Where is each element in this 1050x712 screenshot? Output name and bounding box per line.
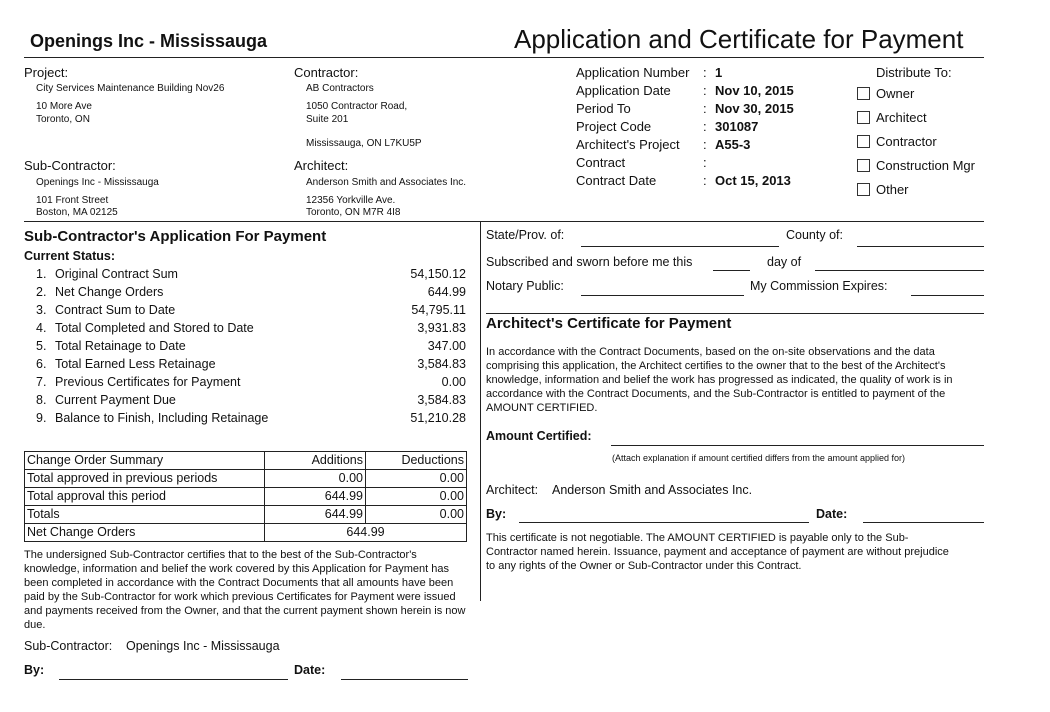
additions-cell: 644.99 <box>265 488 366 506</box>
info-label: Application Date <box>576 83 671 98</box>
item-number: 8. <box>36 393 47 407</box>
additions-cell: 644.99 <box>265 506 366 524</box>
column-header: Deductions <box>366 452 467 470</box>
column-header: Change Order Summary <box>25 452 265 470</box>
construction-mgr-checkbox[interactable] <box>857 159 870 172</box>
info-value: Nov 30, 2015 <box>715 101 794 116</box>
additions-cell: 0.00 <box>265 470 366 488</box>
page-title: Application and Certificate for Payment <box>514 24 964 54</box>
contractor-address-1: 1050 Contractor Road, <box>306 101 408 112</box>
item-value: 51,210.28 <box>410 411 466 425</box>
sub-date-line[interactable] <box>341 679 468 680</box>
sub-date-label: Date: <box>294 663 326 677</box>
commission-expires-label: My Commission Expires: <box>750 279 888 293</box>
info-colon: : <box>703 137 707 152</box>
state-line[interactable] <box>581 246 779 247</box>
item-label: Previous Certificates for Payment <box>55 375 241 389</box>
sub-by-label: By: <box>24 663 45 677</box>
item-number: 1. <box>36 267 47 281</box>
architect-cert-body: In accordance with the Contract Documents, based on the on-site observations and the data comprising this application, the Architect certifies to the owner that to the best of the Architect's knowledge, information and belief the work has progressed as indicated, the quality of work is in accordance with the Contract Documents, and the Sub-Contractor is entitled to payment of the AMOUNT CERTIFIED. <box>486 346 953 414</box>
sub-signature-line[interactable] <box>59 679 288 680</box>
distribute-option: Owner <box>876 86 915 101</box>
cert-architect-name: Anderson Smith and Associates Inc. <box>552 483 753 497</box>
info-value: 1 <box>715 65 723 80</box>
table-row <box>25 506 467 524</box>
info-label: Architect's Project <box>576 137 680 152</box>
architect-by-label: By: <box>486 507 507 521</box>
item-label: Net Change Orders <box>55 285 164 299</box>
current-status-label: Current Status: <box>24 249 115 263</box>
contractor-label: Contractor: <box>294 65 359 80</box>
info-label: Contract <box>576 155 626 170</box>
info-label: Contract Date <box>576 173 657 188</box>
distribute-label: Distribute To: <box>876 65 952 80</box>
column-divider <box>480 221 481 601</box>
table-header-row <box>25 452 467 470</box>
architect-date-line[interactable] <box>863 522 984 523</box>
row-label: Total approved in previous periods <box>25 470 265 488</box>
subcontractor-address-2: Boston, MA 02125 <box>36 207 118 218</box>
county-line[interactable] <box>857 246 984 247</box>
deductions-cell: 0.00 <box>366 488 467 506</box>
other-checkbox[interactable] <box>857 183 870 196</box>
contractor-address-3: Mississauga, ON L7KU5P <box>306 138 422 149</box>
amount-certified-label: Amount Certified: <box>486 429 592 443</box>
item-value: 347.00 <box>427 339 466 353</box>
item-number: 7. <box>36 375 47 389</box>
table-row <box>25 470 467 488</box>
subcontractor-label: Sub-Contractor: <box>24 158 116 173</box>
sub-sign-label: Sub-Contractor: <box>24 639 113 653</box>
info-label: Period To <box>576 101 631 116</box>
item-value: 3,931.83 <box>417 321 466 335</box>
sworn-label: Subscribed and sworn before me this <box>486 255 693 269</box>
sworn-day-line[interactable] <box>713 270 750 271</box>
net-change-row <box>25 524 467 542</box>
info-value: 301087 <box>715 119 759 134</box>
info-label: Application Number <box>576 65 690 80</box>
info-value: A55-3 <box>715 137 751 152</box>
architect-signature-line[interactable] <box>519 522 809 523</box>
net-change-value: 644.99 <box>265 524 467 542</box>
item-number: 6. <box>36 357 47 371</box>
amount-certified-line[interactable] <box>611 445 984 446</box>
architect-cert-title: Architect's Certificate for Payment <box>486 315 732 332</box>
application-title: Sub-Contractor's Application For Payment <box>24 228 327 245</box>
architect-name: Anderson Smith and Associates Inc. <box>306 177 467 188</box>
distribute-option: Architect <box>876 110 927 125</box>
notary-public-label: Notary Public: <box>486 279 564 293</box>
subcontractor-name: Openings Inc - Mississauga <box>36 177 159 188</box>
contractor-checkbox[interactable] <box>857 135 870 148</box>
item-label: Total Retainage to Date <box>55 339 186 353</box>
distribute-option: Other <box>876 182 909 197</box>
item-value: 3,584.83 <box>417 357 466 371</box>
info-colon: : <box>703 155 707 170</box>
item-label: Balance to Finish, Including Retainage <box>55 411 269 425</box>
info-value: Nov 10, 2015 <box>715 83 794 98</box>
project-name: City Services Maintenance Building Nov26 <box>36 83 225 94</box>
notary-divider <box>486 313 984 314</box>
item-number: 5. <box>36 339 47 353</box>
project-address-1: 10 More Ave <box>36 101 92 112</box>
day-of-label: day of <box>767 255 802 269</box>
owner-checkbox[interactable] <box>857 87 870 100</box>
deductions-cell: 0.00 <box>366 506 467 524</box>
item-value: 54,150.12 <box>410 267 466 281</box>
state-label: State/Prov. of: <box>486 228 565 242</box>
item-label: Original Contract Sum <box>55 267 178 281</box>
row-label: Total approval this period <box>25 488 265 506</box>
header-divider <box>24 57 984 58</box>
attach-note: (Attach explanation if amount certified differs from the amount applied for) <box>612 453 905 463</box>
net-change-label: Net Change Orders <box>25 524 265 542</box>
cert-architect-label: Architect: <box>486 483 539 497</box>
item-label: Total Earned Less Retainage <box>55 357 216 371</box>
section-divider <box>24 221 984 222</box>
notary-public-line[interactable] <box>581 295 744 296</box>
architect-date-label: Date: <box>816 507 848 521</box>
item-value: 0.00 <box>441 375 466 389</box>
item-label: Total Completed and Stored to Date <box>55 321 254 335</box>
deductions-cell: 0.00 <box>366 470 467 488</box>
item-label: Contract Sum to Date <box>55 303 176 317</box>
commission-expires-line[interactable] <box>911 295 984 296</box>
item-value: 644.99 <box>427 285 466 299</box>
info-colon: : <box>703 173 707 188</box>
certification-text: The undersigned Sub-Contractor certifies that to the best of the Sub-Contractor's knowledge, information and belief the work covered by this Application for Payment has been completed in accordance with the Contract Documents that all amounts have been paid by the Sub-Contractor for work which previous Certificates for Payment were issued and payments received from the Owner, and that the current payment shown herein is now due. <box>24 549 466 631</box>
info-label: Project Code <box>576 119 652 134</box>
architect-label: Architect: <box>294 158 349 173</box>
project-address-2: Toronto, ON <box>36 114 90 125</box>
subcontractor-address-1: 101 Front Street <box>36 195 109 206</box>
info-colon: : <box>703 101 707 116</box>
item-value: 54,795.11 <box>411 303 466 317</box>
distribute-option: Contractor <box>876 134 937 149</box>
distribute-option: Construction Mgr <box>876 158 975 173</box>
certificate-disclaimer: This certificate is not negotiable. The AMOUNT CERTIFIED is payable only to the Sub-Contractor named herein. Issuance, payment and acceptance of payment are without prejudice to any rights of the Owner or Sub-Contractor under this Contract. <box>486 532 949 572</box>
column-header: Additions <box>265 452 366 470</box>
info-colon: : <box>703 119 707 134</box>
contractor-address-2: Suite 201 <box>306 114 349 125</box>
sworn-month-line[interactable] <box>815 270 984 271</box>
county-label: County of: <box>786 228 843 242</box>
row-label: Totals <box>25 506 265 524</box>
info-value: Oct 15, 2013 <box>715 173 791 188</box>
item-number: 4. <box>36 321 47 335</box>
item-number: 3. <box>36 303 47 317</box>
item-number: 2. <box>36 285 47 299</box>
item-number: 9. <box>36 411 47 425</box>
contractor-name: AB Contractors <box>306 83 374 94</box>
company-name: Openings Inc - Mississauga <box>30 31 268 51</box>
table-row <box>25 488 467 506</box>
change-order-table <box>24 451 467 542</box>
item-label: Current Payment Due <box>55 393 176 407</box>
architect-address-1: 12356 Yorkville Ave. <box>306 195 396 206</box>
architect-address-2: Toronto, ON M7R 4I8 <box>306 207 401 218</box>
info-colon: : <box>703 65 707 80</box>
sub-sign-name: Openings Inc - Mississauga <box>126 639 280 653</box>
item-value: 3,584.83 <box>417 393 466 407</box>
info-colon: : <box>703 83 707 98</box>
project-label: Project: <box>24 65 69 80</box>
architect-checkbox[interactable] <box>857 111 870 124</box>
